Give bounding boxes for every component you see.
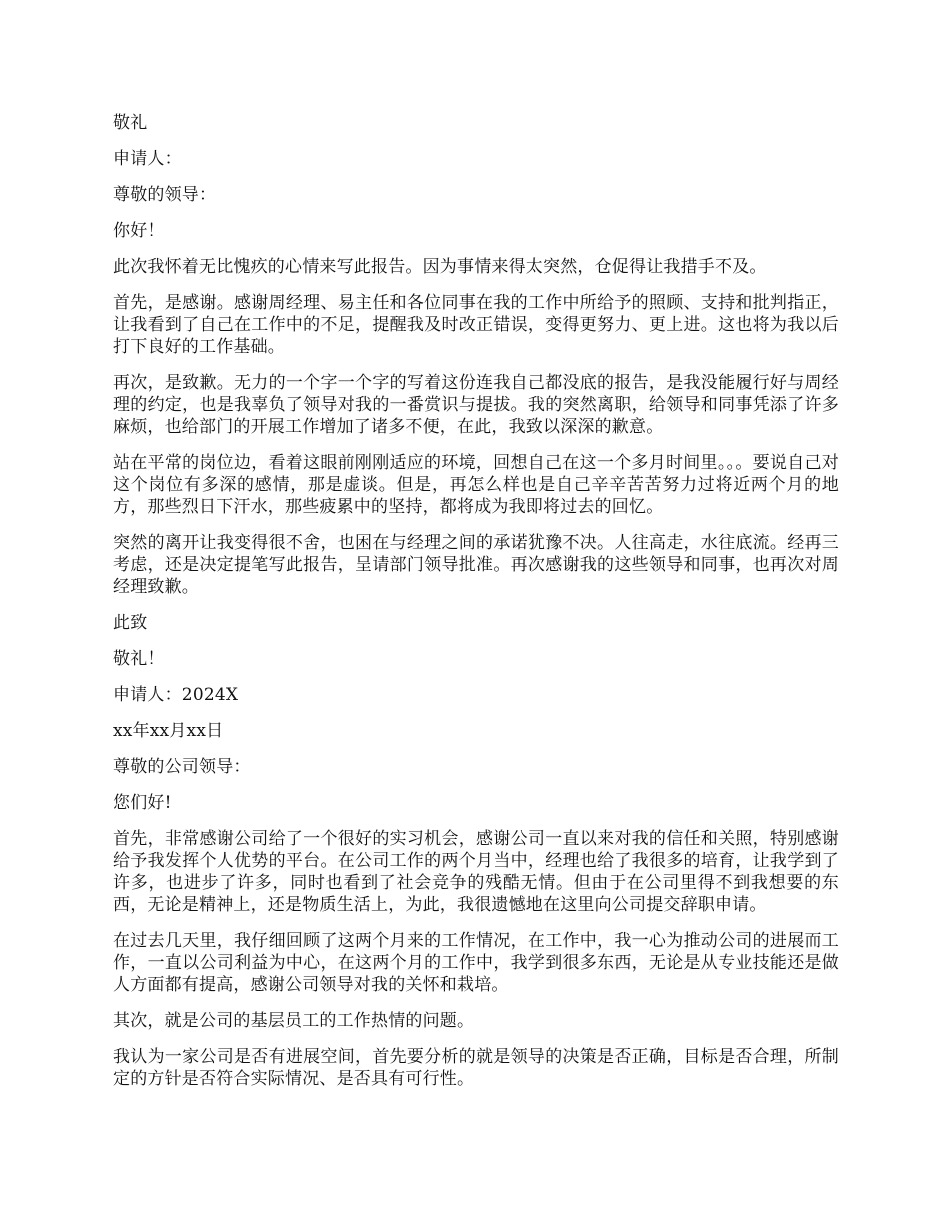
document-body [113,112,839,1104]
date-line: xx年xx月xx日 [113,721,224,741]
body-paragraph: 在过去几天里，我仔细回顾了这两个月来的工作情况，在工作中，我一心为推动公司的进展而工作，一直以公司利益为中心，在这两个月的工作中，我学到很多东西，无论是从专业技能还是做人方面都有提高，感谢公司领导对我的关怀和栽培。 [113,931,839,995]
greeting: 您们好! [113,793,172,813]
body-paragraph: 其次，就是公司的基层员工的工作热情的问题。 [113,1011,475,1031]
salutation: 尊敬的公司领导： [113,757,251,777]
body-paragraph: 我认为一家公司是否有进展空间，首先要分析的就是领导的决策是否正确，目标是否合理，所制定的方针是否符合实际情况、是否具有可行性。 [113,1047,839,1089]
applicant-signature: 申请人：2024X [113,685,239,705]
body-paragraph: 此次我怀着无比愧疚的心情来写此报告。因为事情来得太突然，仓促得让我措手不及。 [113,257,767,277]
body-paragraph: 站在平常的岗位边，看着这眼前刚刚适应的环境，回想自己在这一个多月时间里。。。要说自己对这个岗位有多深的感情，那是虚谈。但是，再怎么样也是自己辛辛苦苦努力过将近两个月的地方，那些烈日下汗水，那些疲累中的坚持，都将成为我即将过去的回忆。 [113,453,839,517]
closing-salute: 敬礼 [113,113,148,133]
body-paragraph: 突然的离开让我变得很不舍，也困在与经理之间的承诺犹豫不决。人往高走，水往底流。经再三考虑，还是决定提笔写此报告，呈请部门领导批准。再次感谢我的这些领导和同事，也再次对周经理致歉。 [113,533,839,597]
body-paragraph: 首先，是感谢。感谢周经理、易主任和各位同事在我的工作中所给予的照顾、支持和批判指正，让我看到了自己在工作中的不足，提醒我及时改正错误，变得更努力、更上进。这也将为我以后打下良好的工作基础。 [113,293,839,357]
applicant-label: 申请人： [113,149,182,169]
closing-salute: 敬礼！ [113,649,165,669]
greeting: 你好！ [113,221,165,241]
salutation: 尊敬的领导： [113,185,217,205]
closing-phrase: 此致 [113,613,148,633]
body-paragraph: 再次，是致歉。无力的一个字一个字的写着这份连我自己都没底的报告，是我没能履行好与周经理的约定，也是我辜负了领导对我的一番赏识与提拔。我的突然离职，给领导和同事凭添了许多麻烦，也给部门的开展工作增加了诸多不便，在此，我致以深深的歉意。 [113,373,839,437]
body-paragraph: 首先，非常感谢公司给了一个很好的实习机会，感谢公司一直以来对我的信任和关照，特别感谢给予我发挥个人优势的平台。在公司工作的两个月当中，经理也给了我很多的培育，让我学到了许多，也进步了许多，同时也看到了社会竞争的残酷无情。但由于在公司里得不到我想要的东西，无论是精神上，还是物质生活上，为此，我很遗憾地在这里向公司提交辞职申请。 [113,829,839,915]
